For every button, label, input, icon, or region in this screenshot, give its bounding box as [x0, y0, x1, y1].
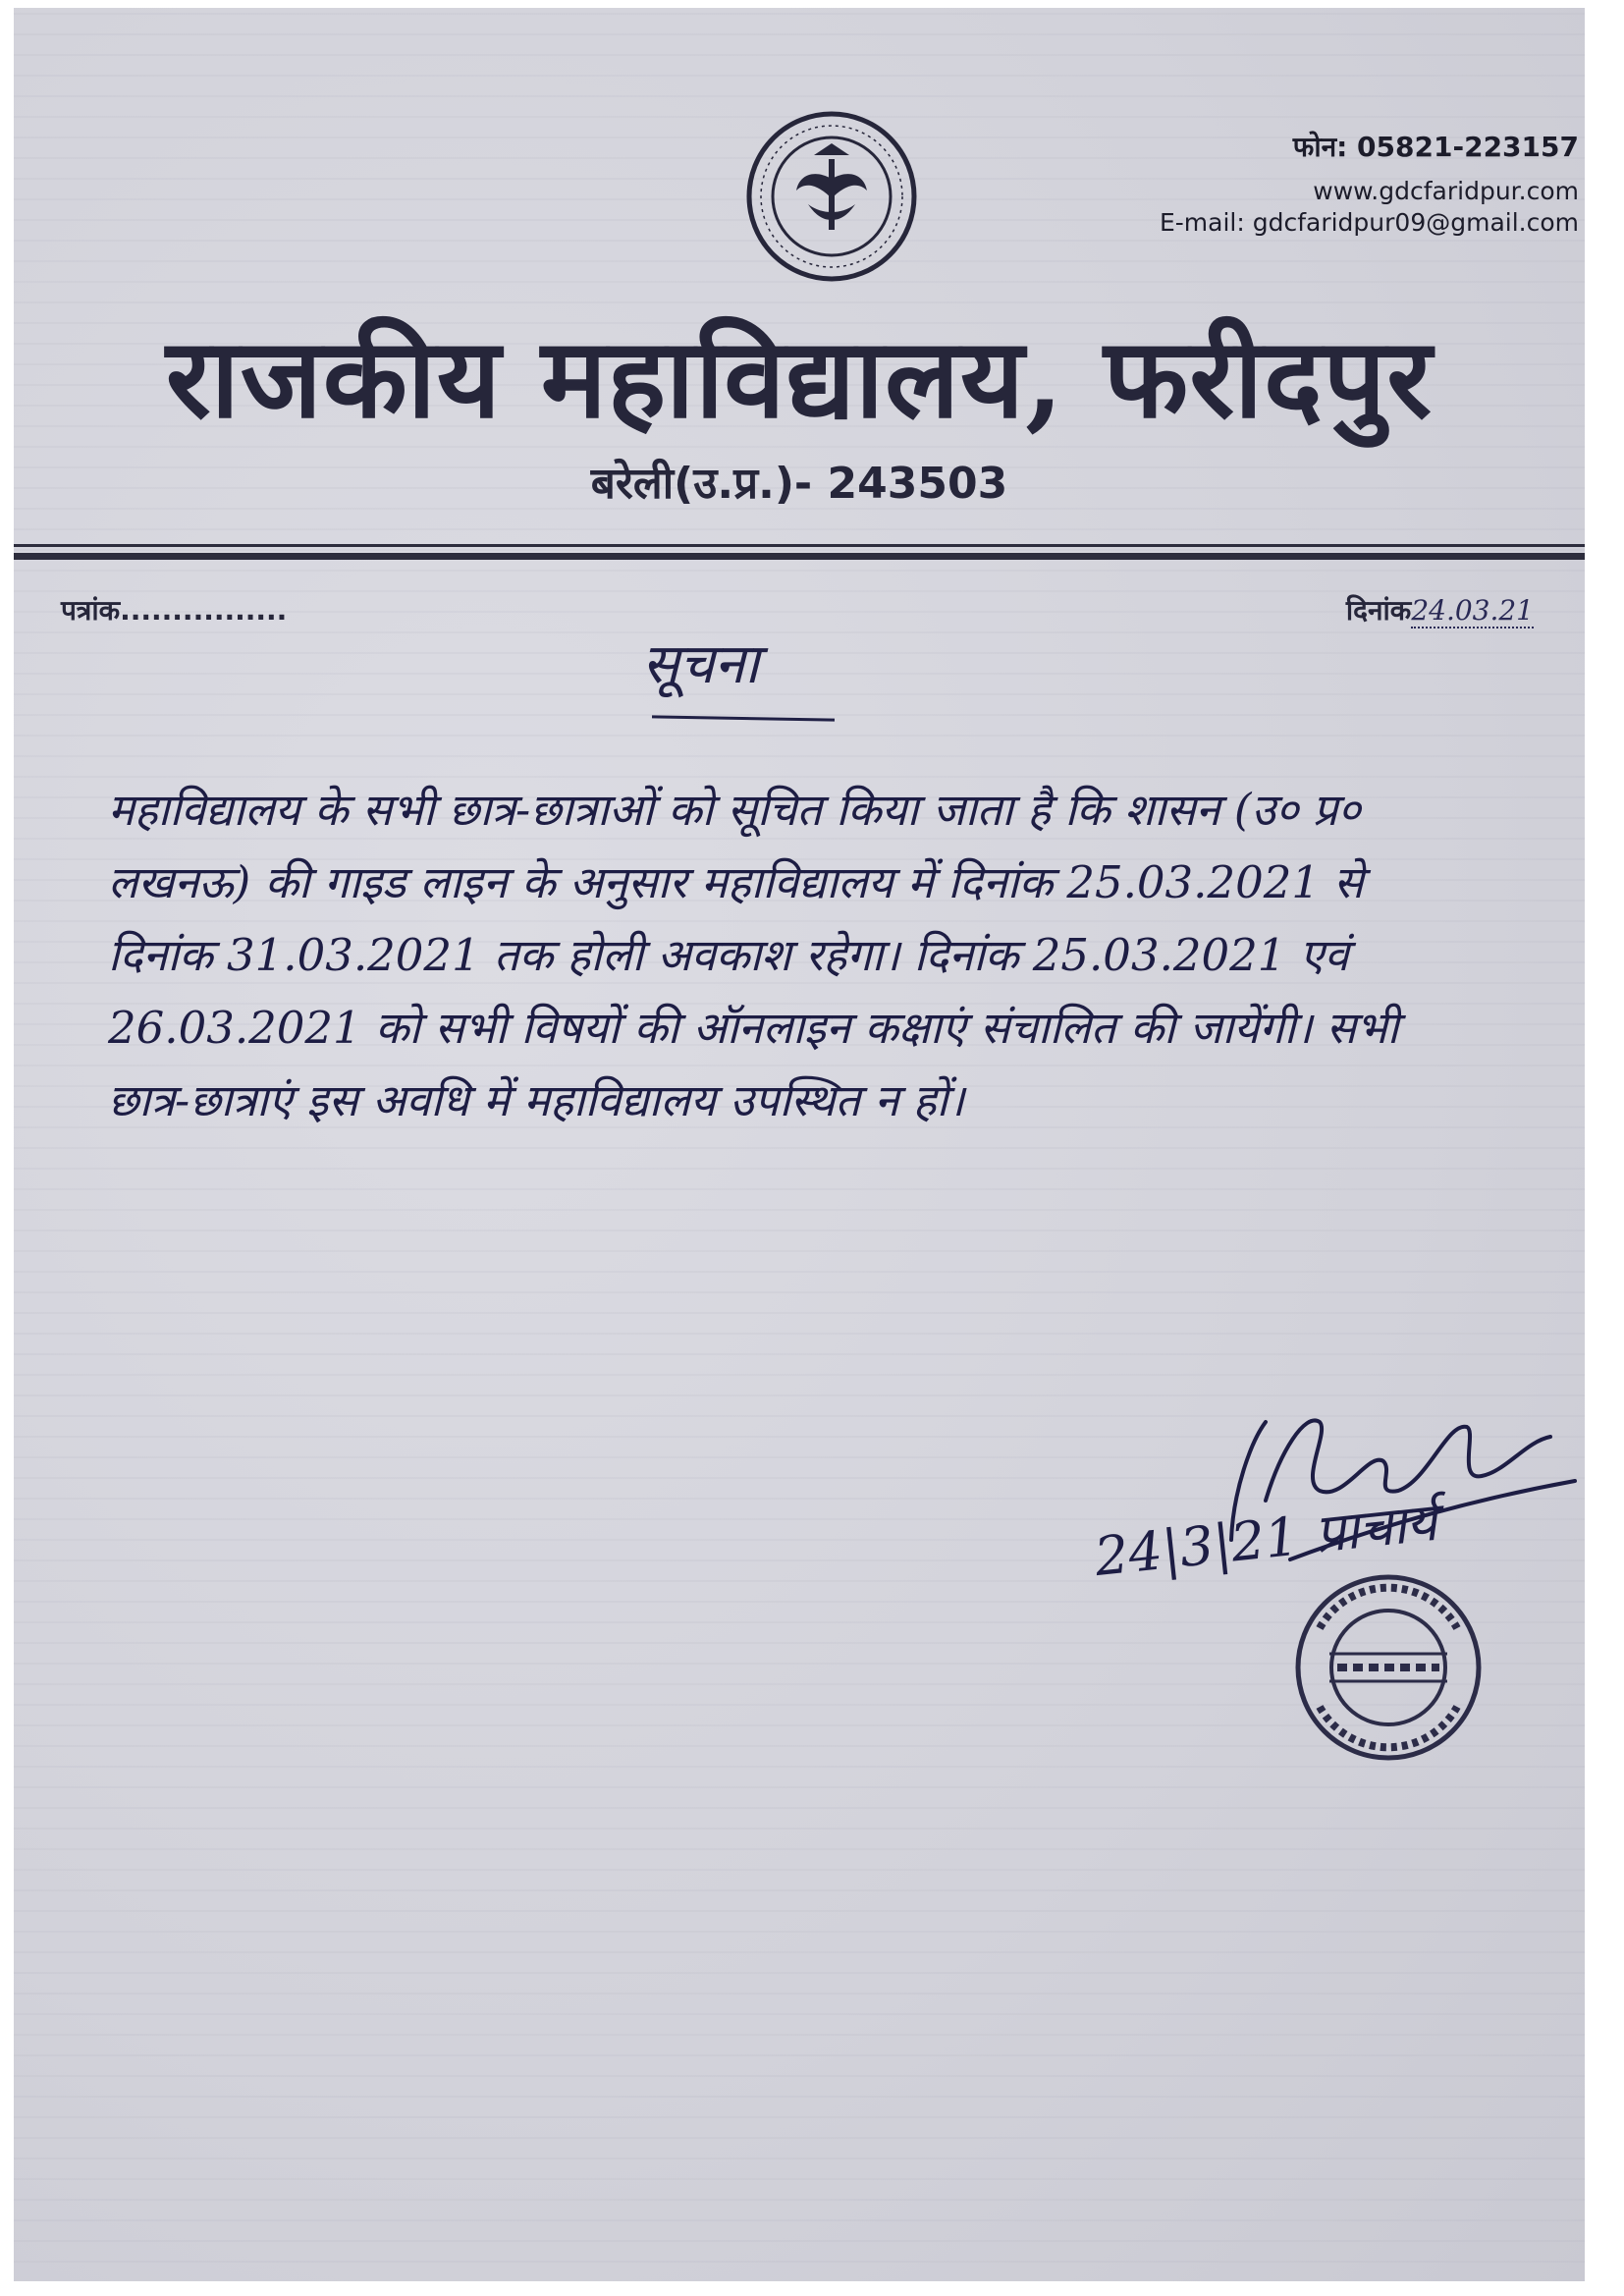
- phone-number: फोन: 05821-223157: [1292, 131, 1579, 163]
- heading-underline: [652, 715, 835, 721]
- reference-number-label: पत्रांक................: [61, 594, 288, 627]
- date-label: दिनांक: [1345, 594, 1412, 627]
- notice-body: महाविद्यालय के सभी छात्र-छात्राओं को सूचित किया जाता है कि शासन (उ० प्र० लखनऊ) की गाइड लाइन के अनुसार महाविद्यालय में दिनांक 25.03.2021 से दिनांक 31.03.2021 तक होली अवकाश रहेगा। दिनांक 25.03.2021 एवं 26.03.2021 को सभी विषयों की ऑनलाइन कक्षाएं संचालित की जायेंगी। सभी छात्र-छात्राएं इस अवधि में महाविद्यालय उपस्थित न हों।: [108, 784, 1399, 1126]
- letter-page: [14, 8, 1585, 2281]
- website-link[interactable]: www.gdcfaridpur.com: [1313, 177, 1579, 205]
- email-link[interactable]: E-mail: gdcfaridpur09@gmail.com: [1159, 208, 1579, 237]
- signature-date-note: 24|3|21 प्राचार्य: [1091, 1490, 1440, 1589]
- college-name: राजकीय महाविद्यालय, फरीदपुर: [165, 314, 1434, 443]
- date-field: [1346, 591, 1534, 629]
- college-address: बरेली(उ.प्र.)- 243503: [590, 459, 1008, 509]
- up-government-seal-icon: [745, 110, 918, 283]
- header-divider-thick: [14, 553, 1585, 560]
- notice-heading: सूचना: [642, 632, 759, 696]
- principal-stamp-icon: [1290, 1569, 1487, 1766]
- date-value: 24.03.21: [1411, 594, 1534, 627]
- header-divider-thin: [14, 544, 1585, 547]
